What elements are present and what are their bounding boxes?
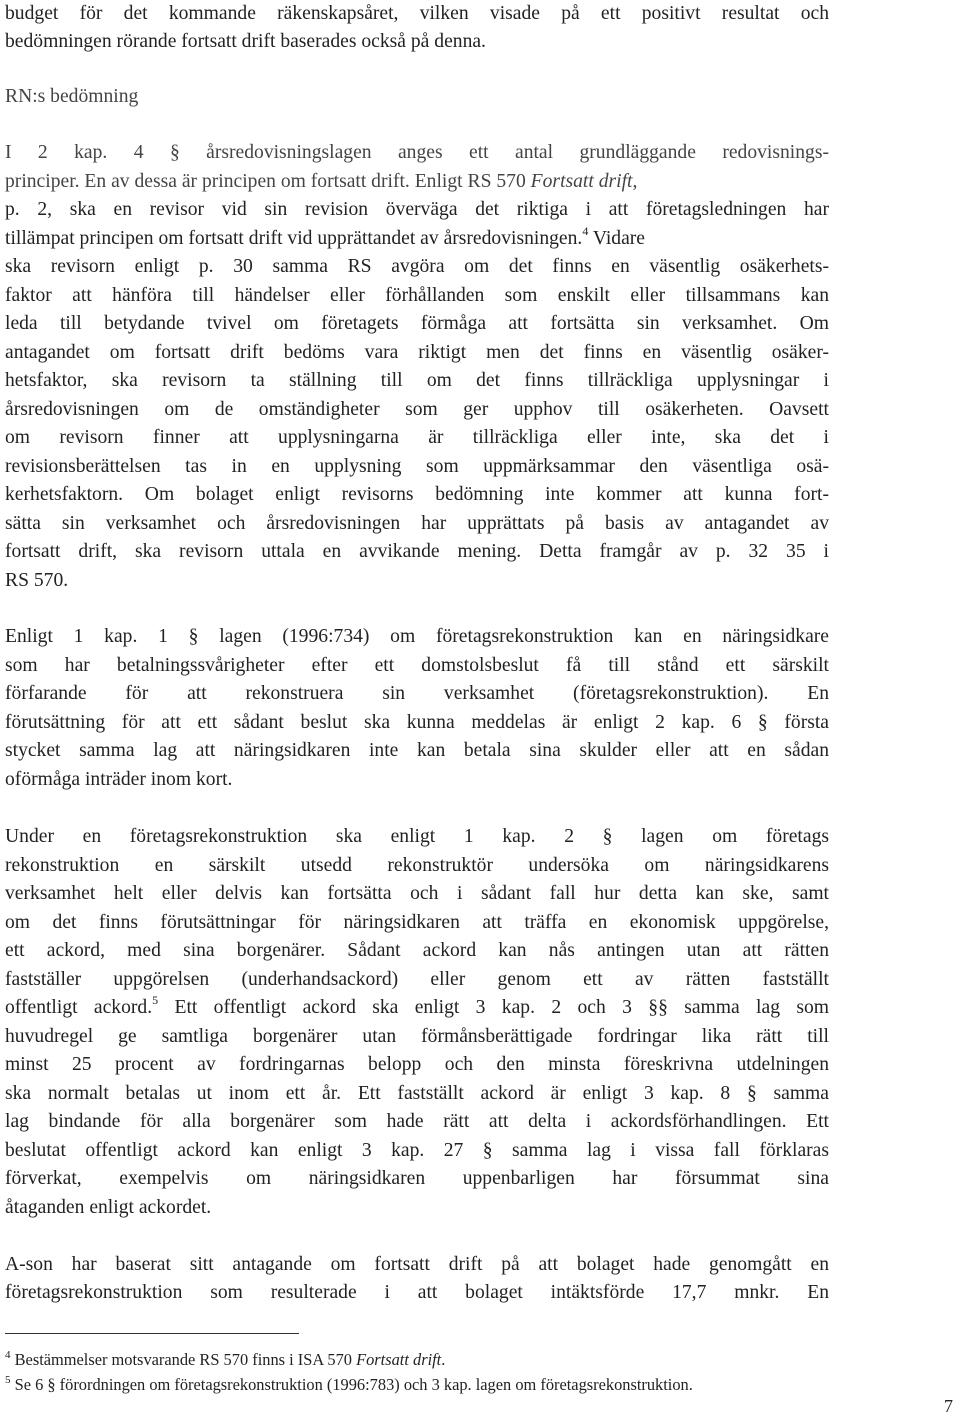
body-line: huvudregel ge samtliga borgenärer utan förmånsberättigade fordringar lika rätt till <box>5 1026 829 1047</box>
body-line: förfarande för att rekonstruera sin verksamhet (företagsrekonstruktion). En <box>5 683 829 704</box>
body-line: oförmåga inträder inom kort. <box>5 769 233 790</box>
footnote-separator <box>5 1333 299 1334</box>
body-line: leda till betydande tvivel om företagets förmåga att fortsätta sin verksamhet. Om <box>5 313 829 334</box>
body-line: budget för det kommande räkenskapsåret, vilken visade på ett positivt resultat och <box>5 3 829 24</box>
body-line: p. 2, ska en revisor vid sin revision överväga det riktiga i att företagsledningen har <box>5 199 829 220</box>
body-line: ska normalt betalas ut inom ett år. Ett fastställt ackord är enligt 3 kap. 8 § samma <box>5 1083 829 1104</box>
body-line: Enligt 1 kap. 1 § lagen (1996:734) om företagsrekonstruktion kan en näringsidkare <box>5 626 829 647</box>
body-line: åtaganden enligt ackordet. <box>5 1197 212 1218</box>
emphasis: Fortsatt drift <box>530 171 633 192</box>
body-line: kerhetsfaktorn. Om bolaget enligt revisorns bedömning inte kommer att kunna fort- <box>5 484 829 505</box>
body-line: tillämpat principen om fortsatt drift vid upprättandet av årsredovisningen.$^4$ Vidare <box>5 224 646 249</box>
body-line: fortsatt drift, ska revisorn uttala en avvikande mening. Detta framgår av p. 32 35 i <box>5 541 829 562</box>
body-line: om det finns förutsättningar för näringsidkaren att träffa en ekonomisk uppgörelse, <box>5 912 829 933</box>
footnote-ref[interactable]: 5 <box>152 993 159 1007</box>
body-line: faktor att hänföra till händelser eller förhållanden som enskilt eller tillsammans kan <box>5 285 829 306</box>
body-line: revisionsberättelsen tas in en upplysning som uppmärksammar den väsentliga osä- <box>5 456 829 477</box>
body-line: lag bindande för alla borgenärer som hade rätt att delta i ackordsförhandlingen. Ett <box>5 1111 829 1132</box>
body-line: årsredovisningen om de omständigheter som ger upphov till osäkerheten. Oavsett <box>5 399 829 420</box>
footnote: $^5$ Se 6 § förordningen om företagsrekonstruktion (1996:783) och 3 kap. lagen om företagsrekonstruktion. <box>5 1374 693 1394</box>
body-line: rekonstruktion en särskilt utsedd rekonstruktör undersöka om näringsidkarens <box>5 855 829 876</box>
body-line: antagandet om fortsatt drift bedöms vara riktigt men det finns en väsentlig osäker- <box>5 342 829 363</box>
body-line: som har betalningssvårigheter efter ett domstolsbeslut få till stånd ett särskilt <box>5 655 829 676</box>
body-line: om revisorn finner att upplysningarna är tillräckliga eller inte, ska det i <box>5 427 829 448</box>
body-line: förverkat, exempelvis om näringsidkaren uppenbarligen har försummat sina <box>5 1168 829 1189</box>
emphasis: Fortsatt drift <box>356 1350 442 1369</box>
body-line: minst 25 procent av fordringarnas belopp och den minsta föreskrivna utdelningen <box>5 1054 829 1075</box>
body-line: principer. En av dessa är principen om fortsatt drift. Enligt RS 570 Fortsatt drift, <box>5 171 638 192</box>
body-line: fastställer uppgörelsen (underhandsackord) eller genom ett av rätten fastställt <box>5 969 829 990</box>
body-line: förutsättning för att ett sådant beslut ska kunna meddelas är enligt 2 kap. 6 § första <box>5 712 829 733</box>
footnote-mark: 5 <box>5 1374 11 1386</box>
body-line: bedömningen rörande fortsatt drift baserades också på denna. <box>5 31 486 52</box>
body-line: A-son har baserat sitt antagande om fortsatt drift på att bolaget hade genomgått en <box>5 1254 829 1275</box>
footnote-ref[interactable]: 4 <box>582 224 589 238</box>
body-line: stycket samma lag att näringsidkaren inte kan betala sina skulder eller att en sådan <box>5 740 829 761</box>
section-heading: RN:s bedömning <box>5 86 139 107</box>
body-line: RS 570. <box>5 570 69 591</box>
body-line: I 2 kap. 4 § årsredovisningslagen anges ett antal grundläggande redovisnings- <box>5 142 829 163</box>
body-line: ska revisorn enligt p. 30 samma RS avgöra om det finns en väsentlig osäkerhets- <box>5 256 829 277</box>
footnote: $^4$ Bestämmelser motsvarande RS 570 finns i ISA 570 Fortsatt drift. <box>5 1349 446 1369</box>
body-line: sätta sin verksamhet och årsredovisningen har upprättats på basis av antagandet av <box>5 513 829 534</box>
body-line: Under en företagsrekonstruktion ska enligt 1 kap. 2 § lagen om företags <box>5 826 829 847</box>
body-line: företagsrekonstruktion som resulterade i att bolaget intäktsförde 17,7 mnkr. En <box>5 1282 829 1303</box>
body-line: ett ackord, med sina borgenärer. Sådant ackord kan nås antingen utan att rätten <box>5 940 829 961</box>
body-line: beslutat offentligt ackord kan enligt 3 kap. 27 § samma lag i vissa fall förklaras <box>5 1140 829 1161</box>
footnote-mark: 4 <box>5 1349 11 1361</box>
body-line: hetsfaktor, ska revisorn ta ställning till om det finns tillräckliga upplysningar i <box>5 370 829 391</box>
body-line: offentligt ackord.$^5$ Ett offentligt ackord ska enligt 3 kap. 2 och 3 §§ samma lag som <box>5 993 830 1018</box>
body-line: verksamhet helt eller delvis kan fortsätta och i sådant fall hur detta kan ske, samt <box>5 883 829 904</box>
page-number: 7 <box>944 1396 953 1416</box>
